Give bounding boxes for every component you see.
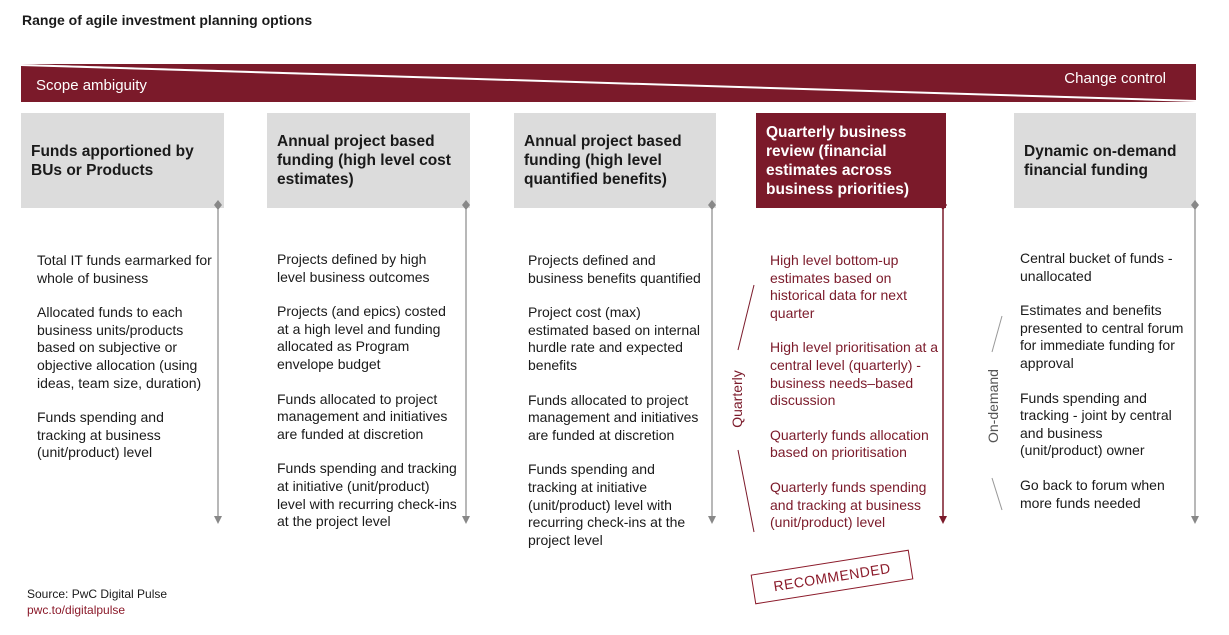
list-item: Projects defined and business benefits quantified xyxy=(528,252,701,286)
column-4-items xyxy=(770,252,940,549)
quarterly-label: Quarterly xyxy=(729,370,745,428)
list-item: Go back to forum when more funds needed xyxy=(1020,476,1165,511)
column-header-3-text: Annual project based funding (high level quantified benefits) xyxy=(524,133,682,188)
list-item: High level prioritisation at a central level (quarterly) - business needs–based discussion xyxy=(770,339,939,409)
list-item: Funds spending and tracking at initiative (unit/product) level with recurring check-ins at the project level xyxy=(528,461,686,548)
list-item: Funds allocated to project management and initiatives are funded at discretion xyxy=(528,391,699,443)
column-5-items xyxy=(1020,250,1185,529)
column-1-items xyxy=(37,252,212,479)
column-header-3 xyxy=(514,113,716,208)
column-2-arrow xyxy=(460,200,472,526)
list-item: Projects defined by high level business outcomes xyxy=(277,251,430,285)
source-note xyxy=(27,586,167,618)
list-item: Funds spending and tracking at business (unit/product) level xyxy=(37,409,164,461)
scope-ambiguity-label: Scope ambiguity xyxy=(36,77,147,94)
banner-divider xyxy=(21,64,1196,102)
list-item: Funds allocated to project management and initiatives are funded at discretion xyxy=(277,390,448,442)
column-header-1 xyxy=(21,113,224,208)
column-header-1-text: Funds apportioned by BUs or Products xyxy=(31,142,194,179)
column-3-items xyxy=(528,252,704,566)
column-3-arrow xyxy=(706,200,718,526)
list-item: Quarterly funds spending and tracking at business (unit/product) level xyxy=(770,478,927,531)
list-item: Project cost (max) estimated based on internal hurdle rate and expected benefits xyxy=(528,304,700,373)
page-title: Range of agile investment planning options xyxy=(22,12,313,28)
list-item: Funds spending and tracking at initiative (unit/product) level with recurring check-ins at the project level xyxy=(277,460,457,530)
column-1-arrow xyxy=(212,200,224,526)
list-item: Funds spending and tracking - joint by central and business (unit/product) owner xyxy=(1020,389,1172,459)
column-header-4-text: Quarterly business review (financial estimates across business priorities) xyxy=(766,123,909,198)
column-2-items xyxy=(277,251,457,548)
column-header-2 xyxy=(267,113,470,208)
list-item: Total IT funds earmarked for whole of business xyxy=(37,252,212,286)
column-header-2-text: Annual project based funding (high level cost estimates) xyxy=(277,133,451,188)
column-4-arrow xyxy=(937,200,949,526)
list-item: Allocated funds to each business units/products based on subjective or objective allocation (using ideas, team size, duration) xyxy=(37,304,202,391)
column-header-4 xyxy=(756,113,946,208)
on-demand-label: On-demand xyxy=(985,369,1001,443)
scope-change-banner xyxy=(21,64,1196,102)
source-text: Source: PwC Digital Pulse xyxy=(27,587,168,601)
recommended-stamp: RECOMMENDED xyxy=(751,550,914,605)
list-item: Projects (and epics) costed at a high level and funding allocated as Program envelope budget xyxy=(277,303,446,372)
list-item: Quarterly funds allocation based on prioritisation xyxy=(770,426,929,461)
list-item: Central bucket of funds - unallocated xyxy=(1020,250,1173,284)
source-link[interactable]: pwc.to/digitalpulse xyxy=(27,603,126,617)
change-control-label: Change control xyxy=(1064,70,1166,87)
column-header-5-text: Dynamic on-demand financial funding xyxy=(1024,142,1177,179)
column-header-5 xyxy=(1014,113,1196,208)
list-item: High level bottom-up estimates based on historical data for next quarter xyxy=(770,252,907,321)
list-item: Estimates and benefits presented to central forum for immediate funding for approval xyxy=(1020,302,1184,371)
column-5-arrow xyxy=(1189,200,1201,526)
